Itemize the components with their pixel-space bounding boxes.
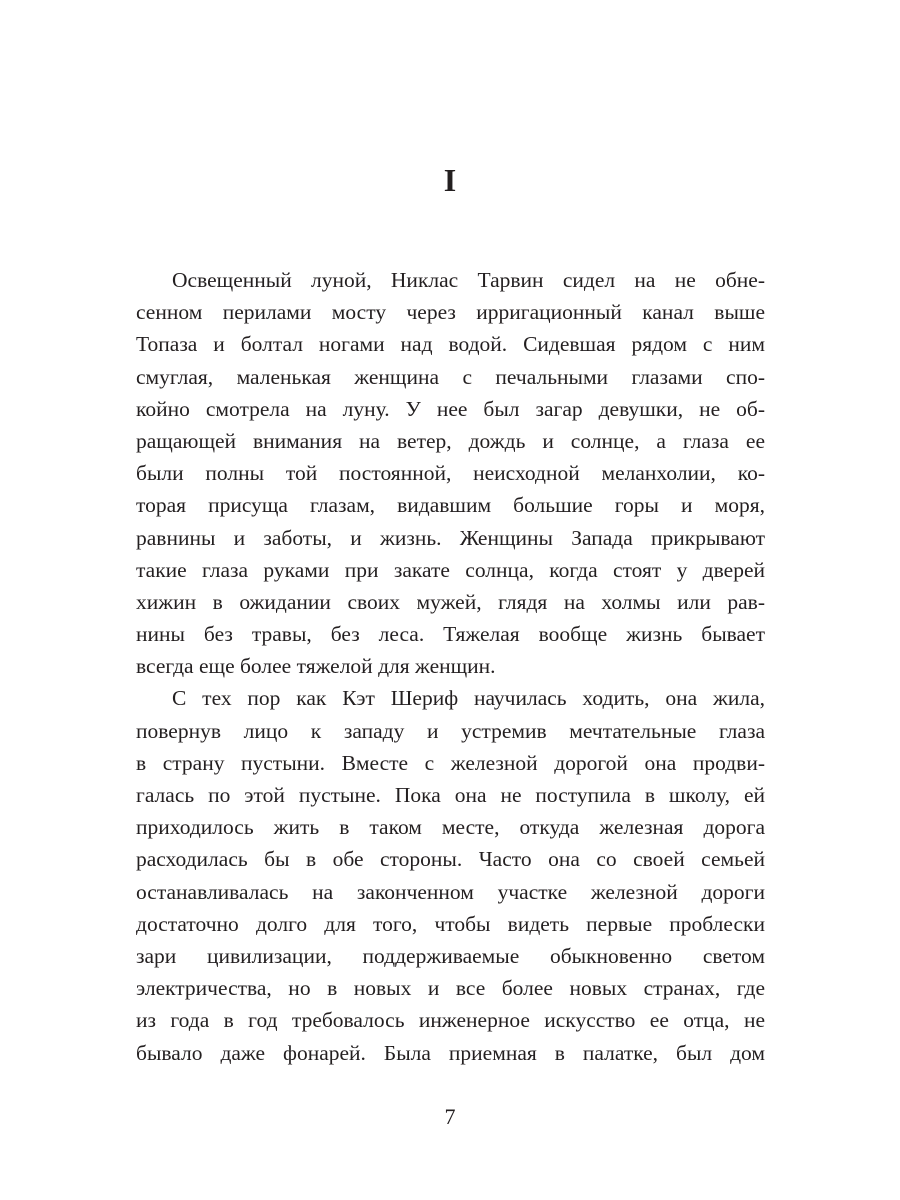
text-line: бывало даже фонарей. Была приемная в палатке, был дом [136, 1040, 765, 1065]
text-line: С тех пор как Кэт Шериф научилась ходить, она жила, [172, 686, 765, 711]
text-line: достаточно долго для того, чтобы видеть первые проблески [136, 911, 765, 936]
text-line: галась по этой пустыне. Пока она не поступила в школу, ей [136, 783, 765, 807]
body-text [136, 264, 765, 1069]
text-line: расходилась бы в обе стороны. Часто она со своей семьей [136, 847, 765, 872]
text-line: в страну пустыни. Вместе с железной дорогой она продви- [136, 750, 765, 775]
text-line: торая присуща глазам, видавшим большие горы и моря, [136, 493, 765, 518]
text-line: электричества, но в новых и все более новых странах, где [136, 976, 765, 1001]
text-line: сенном перилами мосту через ирригационный канал выше [136, 300, 765, 325]
text-line: такие глаза руками при закате солнца, когда стоят у дверей [136, 557, 765, 582]
paragraph [136, 264, 765, 682]
text-line: хижин в ожидании своих мужей, глядя на холмы или рав- [136, 589, 765, 614]
text-line: всегда еще более тяжелой для женщин. [136, 654, 496, 679]
text-line: нины без травы, без леса. Тяжелая вообще жизнь бывает [136, 622, 765, 647]
text-line: останавливалась на законченном участке железной дороги [136, 879, 765, 904]
text-line: были полны той постоянной, неисходной меланхолии, ко- [136, 461, 765, 486]
page-number: 7 [444, 1104, 456, 1129]
chapter-heading: I [443, 162, 457, 198]
text-line: койно смотрела на луну. У нее был загар девушки, не об- [136, 396, 765, 421]
paragraph [136, 682, 765, 1068]
text-line: ращающей внимания на ветер, дождь и солнце, а глаза ее [136, 428, 765, 453]
text-line: зари цивилизации, поддерживаемые обыкновенно светом [136, 943, 765, 968]
text-line: приходилось жить в таком месте, откуда железная дорога [136, 815, 765, 840]
text-line: из года в год требовалось инженерное искусство ее отца, не [136, 1008, 765, 1033]
text-line: повернув лицо к западу и устремив мечтательные глаза [136, 718, 765, 743]
text-line: Освещенный луной, Никлас Тарвин сидел на не обне- [172, 268, 765, 292]
text-line: Топаза и болтал ногами над водой. Сидевшая рядом с ним [136, 332, 765, 357]
text-line: смуглая, маленькая женщина с печальными глазами спо- [136, 364, 765, 389]
text-line: равнины и заботы, и жизнь. Женщины Запада прикрывают [136, 525, 765, 550]
